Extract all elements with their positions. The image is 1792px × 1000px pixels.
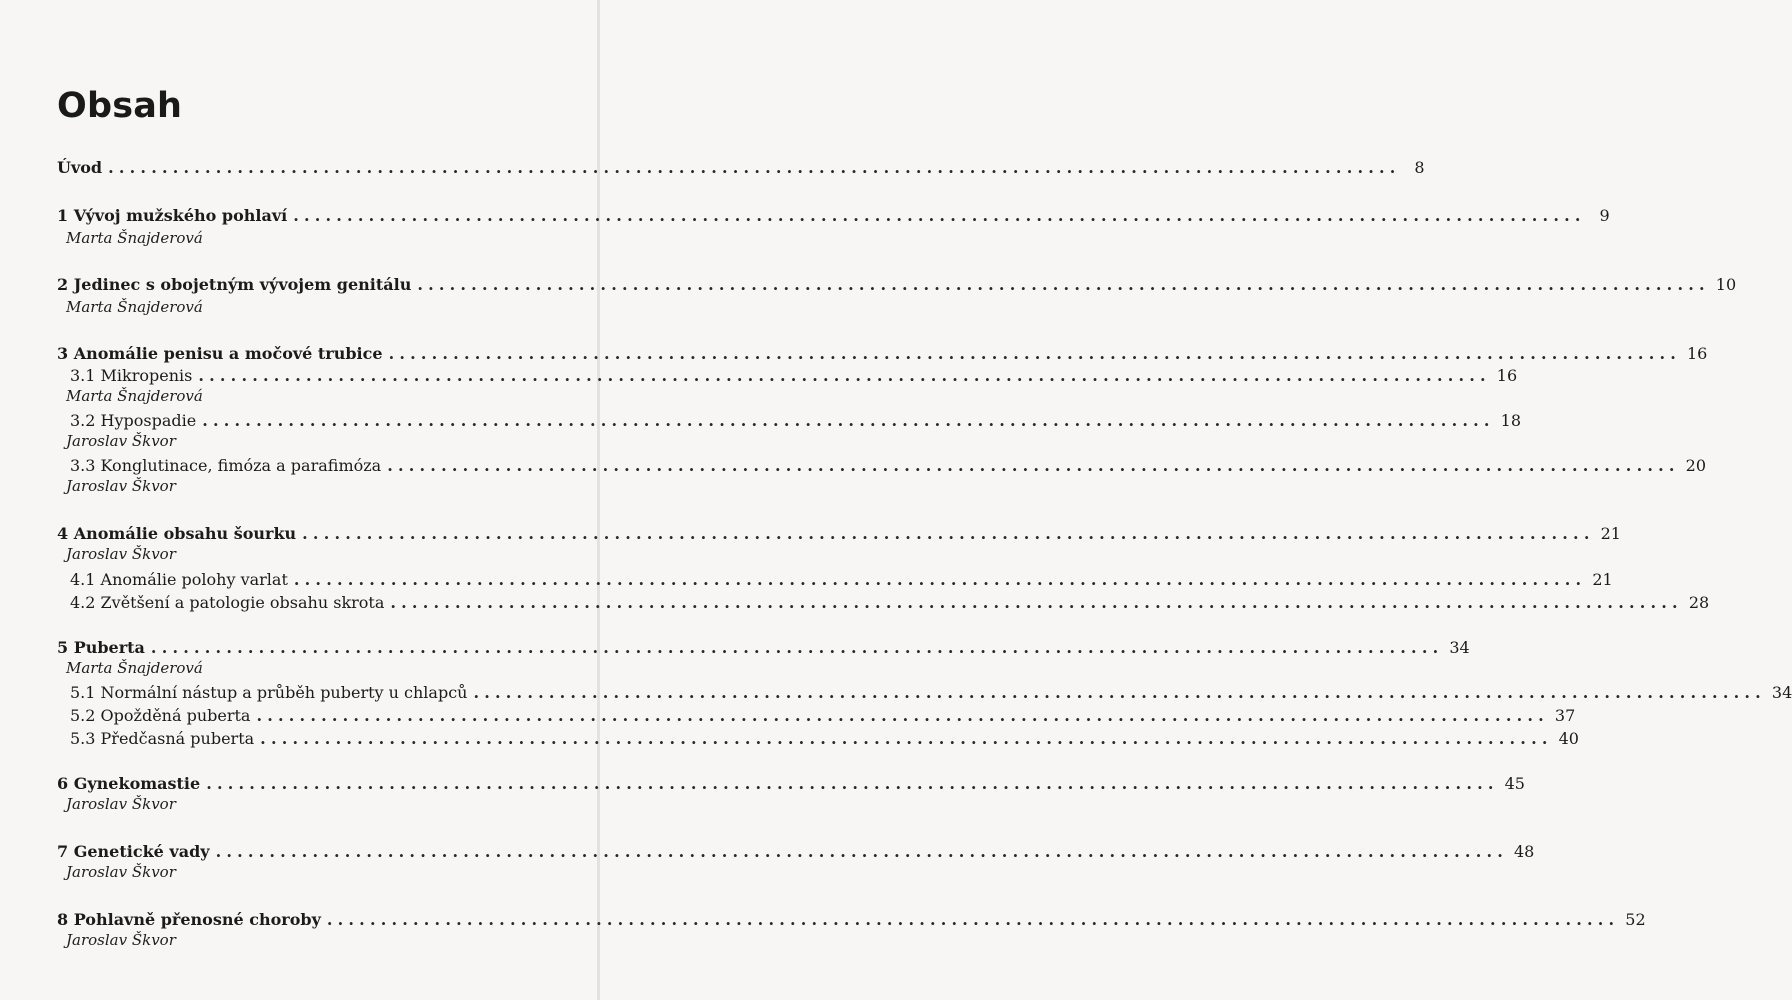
entry-page-number: 34 xyxy=(1771,683,1792,702)
entry-label: 5.3 Předčasná puberta xyxy=(70,729,255,748)
toc-chapter-entry[interactable] xyxy=(57,906,1646,930)
entry-author: Marta Šnajderová xyxy=(66,659,203,677)
entry-label: 2 Jedinec s obojetným vývojem genitálu xyxy=(57,275,412,294)
entry-label: 1 Vývoj mužského pohlaví xyxy=(57,206,288,225)
entry-author: Marta Šnajderová xyxy=(66,298,203,316)
entry-author: Jaroslav Škvor xyxy=(66,863,176,881)
entry-label: 3.1 Mikropenis xyxy=(70,366,193,385)
dot-leader: ........................................................................................................................ xyxy=(293,206,1586,225)
toc-chapter-entry[interactable] xyxy=(57,271,1737,295)
dot-leader: ........................................................................................................................ xyxy=(302,524,1595,543)
dot-leader: ........................................................................................................................ xyxy=(326,910,1620,929)
toc-chapter-entry[interactable] xyxy=(57,770,1525,794)
dot-leader: ........................................................................................................................ xyxy=(198,366,1491,385)
dot-leader: ........................................................................................................................ xyxy=(215,842,1508,861)
entry-page-number: 18 xyxy=(1500,411,1522,430)
toc-section-entry[interactable] xyxy=(70,725,1579,749)
toc-chapter-entry[interactable] xyxy=(57,202,1610,226)
entry-author: Jaroslav Škvor xyxy=(66,432,176,450)
entry-page-number: 16 xyxy=(1687,344,1708,363)
toc-section-entry[interactable] xyxy=(70,589,1710,613)
entry-author: Jaroslav Škvor xyxy=(66,545,176,563)
entry-page-number: 21 xyxy=(1600,524,1621,543)
entry-label: 5.2 Opožděná puberta xyxy=(70,706,251,725)
dot-leader: ........................................................................................................................ xyxy=(108,158,1401,177)
entry-label: 4 Anomálie obsahu šourku xyxy=(57,524,297,543)
page-title: Obsah xyxy=(57,86,183,126)
toc-section-entry[interactable] xyxy=(70,679,1792,703)
entry-author: Jaroslav Škvor xyxy=(66,931,176,949)
entry-label: 3 Anomálie penisu a močové trubice xyxy=(57,344,383,363)
dot-leader: ........................................................................................................................ xyxy=(150,638,1444,657)
entry-author: Jaroslav Škvor xyxy=(66,795,176,813)
entry-page-number: 34 xyxy=(1449,638,1470,657)
entry-author: Marta Šnajderová xyxy=(66,229,203,247)
entry-page-number: 21 xyxy=(1592,570,1613,589)
entry-author: Jaroslav Škvor xyxy=(66,477,176,495)
toc-section-entry[interactable] xyxy=(70,362,1518,386)
dot-leader: ........................................................................................................................ xyxy=(202,411,1495,430)
toc-section-entry[interactable] xyxy=(70,702,1576,726)
toc-section-entry[interactable] xyxy=(70,566,1613,590)
entry-label: 4.1 Anomálie polohy varlat xyxy=(70,570,288,589)
toc-section-entry[interactable] xyxy=(70,407,1522,431)
entry-page-number: 10 xyxy=(1715,275,1737,294)
entry-page-number: 20 xyxy=(1685,456,1707,475)
toc-chapter-entry[interactable] xyxy=(57,340,1708,364)
dot-leader: ........................................................................................................................ xyxy=(417,275,1710,294)
entry-page-number: 9 xyxy=(1599,206,1610,225)
toc-chapter-entry[interactable] xyxy=(57,154,1425,178)
toc-chapter-entry[interactable] xyxy=(57,520,1621,544)
entry-page-number: 40 xyxy=(1558,729,1579,748)
entry-label: 8 Pohlavně přenosné choroby xyxy=(57,910,321,929)
entry-page-number: 37 xyxy=(1554,706,1576,725)
entry-label: 7 Genetické vady xyxy=(57,842,210,861)
toc-section-entry[interactable] xyxy=(70,452,1707,476)
entry-label: 6 Gynekomastie xyxy=(57,774,201,793)
dot-leader: ........................................................................................................................ xyxy=(473,683,1766,702)
entry-author: Marta Šnajderová xyxy=(66,387,203,405)
dot-leader: ........................................................................................................................ xyxy=(390,593,1683,612)
entry-label: Úvod xyxy=(57,158,103,177)
dot-leader: ........................................................................................................................ xyxy=(206,774,1499,793)
entry-page-number: 8 xyxy=(1414,158,1425,177)
entry-page-number: 52 xyxy=(1625,910,1646,929)
dot-leader: ........................................................................................................................ xyxy=(256,706,1549,725)
toc-chapter-entry[interactable] xyxy=(57,634,1470,658)
dot-leader: ........................................................................................................................ xyxy=(260,729,1553,748)
entry-page-number: 28 xyxy=(1688,593,1710,612)
dot-leader: ........................................................................................................................ xyxy=(293,570,1587,589)
entry-page-number: 16 xyxy=(1496,366,1518,385)
entry-label: 5.1 Normální nástup a průběh puberty u chlapců xyxy=(70,683,468,702)
entry-page-number: 48 xyxy=(1514,842,1535,861)
entry-label: 3.3 Konglutinace, fimóza a parafimóza xyxy=(70,456,382,475)
dot-leader: ........................................................................................................................ xyxy=(387,456,1680,475)
entry-page-number: 45 xyxy=(1504,774,1525,793)
entry-label: 5 Puberta xyxy=(57,638,145,657)
entry-label: 4.2 Zvětšení a patologie obsahu skrota xyxy=(70,593,385,612)
dot-leader: ........................................................................................................................ xyxy=(388,344,1681,363)
entry-label: 3.2 Hypospadie xyxy=(70,411,197,430)
toc-chapter-entry[interactable] xyxy=(57,838,1535,862)
